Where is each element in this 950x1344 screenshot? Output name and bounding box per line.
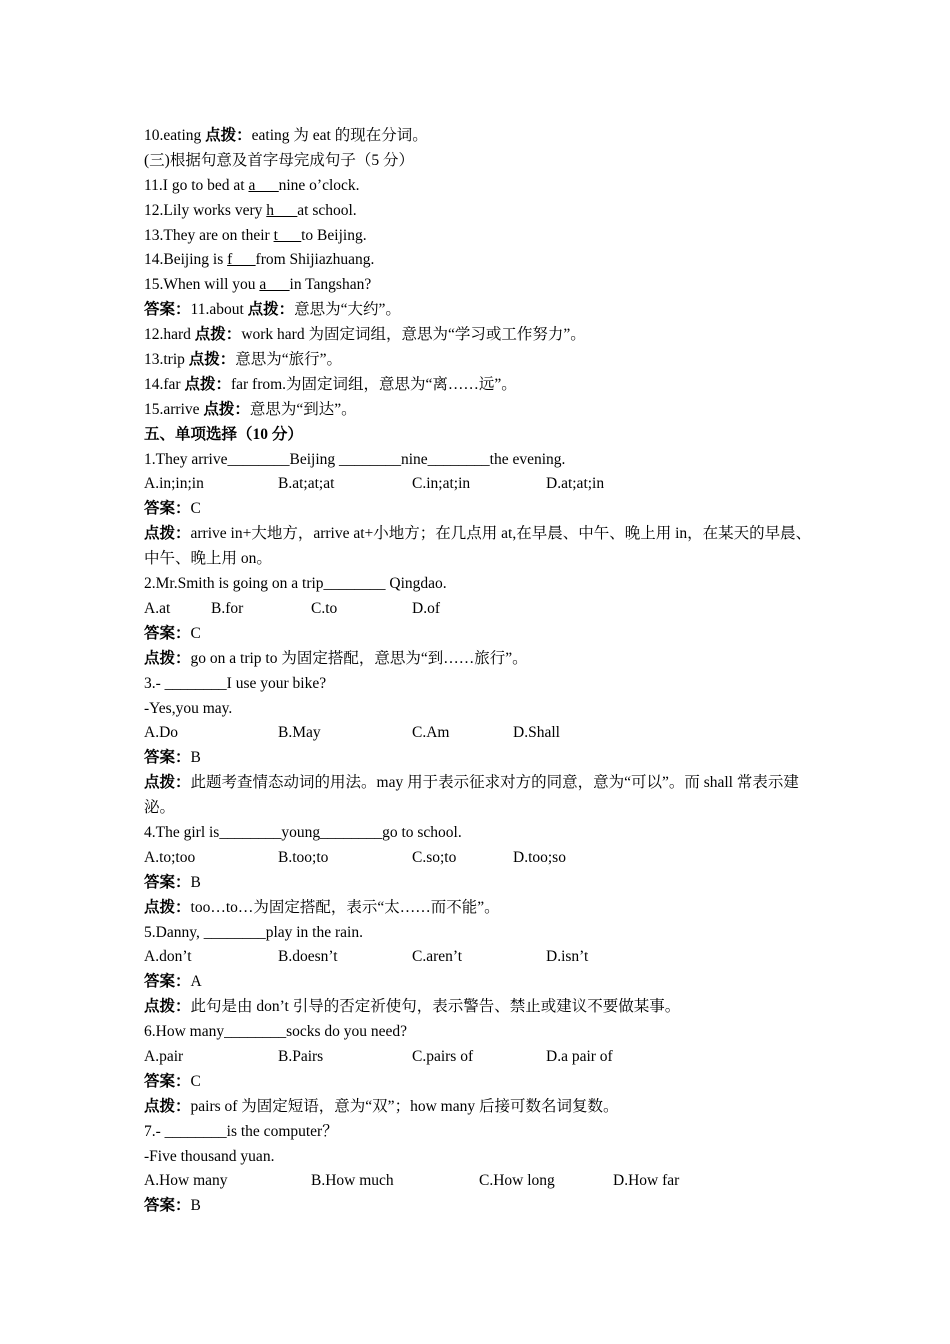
question-text: nine o’clock. — [278, 176, 360, 194]
tip-text: arrive in+大地方，arrive at+小地方；在几点用 at,在早晨、中午、晚上用 in，在某天的早晨、中午、晚上用 on。 — [144, 525, 812, 568]
option-a: A.at — [144, 599, 171, 617]
answer-text: 12.hard — [144, 326, 195, 344]
question-text: to Beijing. — [301, 226, 367, 244]
blank: a___ — [248, 176, 279, 194]
tip-label: 点拨： — [203, 400, 250, 418]
option-d: D.of — [412, 599, 440, 617]
document-page — [144, 124, 814, 1219]
question-3-options — [144, 721, 814, 746]
option-a: A.pair — [144, 1048, 184, 1066]
option-c: C.pairs of — [412, 1048, 474, 1066]
tip-label: 点拨： — [144, 898, 191, 916]
tip-text: pairs of 为固定短语，意为“双”；how many 后接可数名词复数。 — [190, 1097, 619, 1115]
tip-label: 点拨： — [188, 351, 236, 369]
tip-text: 此句是由 don’t 引导的否定祈使句，表示警告、禁止或建议不要做某事。 — [190, 998, 681, 1016]
option-c: C.How long — [479, 1172, 555, 1190]
tip-text: far from.为固定词组，意思为“离……远”。 — [230, 375, 517, 393]
question-7-stem: 7.- ________is the computer？ — [144, 1122, 338, 1140]
tip-text: go on a trip to 为固定搭配，意思为“到……旅行”。 — [190, 649, 528, 667]
question-2-answer — [144, 622, 814, 647]
answer-value: C — [190, 500, 201, 518]
option-a: A.Do — [144, 724, 179, 742]
question-text: 13.They are on their — [144, 226, 274, 244]
tip-text: eating 为 eat 的现在分词。 — [251, 127, 428, 144]
option-d: D.at;at;in — [546, 475, 605, 493]
answer-line-13 — [144, 348, 814, 373]
option-c: C.so;to — [412, 848, 457, 866]
option-b: B.Pairs — [278, 1048, 324, 1066]
blank: a___ — [259, 276, 290, 294]
section-heading-3: (三)根据句意及首字母完成句子（5 分） — [144, 151, 414, 169]
question-3-tip — [144, 771, 814, 821]
option-c: C.in;at;in — [412, 475, 471, 493]
answer-line-14 — [144, 373, 814, 398]
tip-label: 点拨： — [144, 998, 191, 1016]
option-a: A.in;in;in — [144, 475, 204, 493]
tip-text: 意思为“旅行”。 — [235, 351, 343, 369]
option-b: B.at;at;at — [278, 475, 335, 493]
option-c: C.aren’t — [412, 948, 463, 966]
tip-label: 点拨： — [144, 1097, 191, 1115]
question-3-answer — [144, 746, 814, 771]
tip-label: 点拨： — [205, 127, 252, 144]
question-7-reply: -Five thousand yuan. — [144, 1147, 275, 1165]
option-d: D.Shall — [513, 724, 560, 742]
tip-label: 点拨： — [144, 525, 191, 543]
option-b: B.May — [278, 724, 321, 742]
question-2-stem: 2.Mr.Smith is going on a trip________ Qingdao. — [144, 575, 447, 593]
question-6-tip — [144, 1095, 814, 1120]
question-text: 12.Lily works very — [144, 201, 267, 219]
answer-line-15 — [144, 398, 814, 423]
question-3-stem: 3.- ________I use your bike? — [144, 674, 327, 692]
answer-label: 答案： — [144, 624, 191, 642]
option-d: D.How far — [613, 1172, 680, 1190]
question-1-options — [144, 472, 814, 497]
answer-label: 答案： — [144, 301, 191, 319]
answer-label: 答案： — [144, 973, 191, 991]
question-1-answer — [144, 497, 814, 522]
answer-label: 答案： — [144, 500, 191, 518]
answer-text: 15.arrive — [144, 400, 204, 418]
answer-text: 13.trip — [144, 351, 189, 369]
question-text: 11.I go to bed at — [144, 176, 249, 194]
question-2-tip — [144, 647, 814, 672]
option-a: A.don’t — [144, 948, 192, 966]
tip-text: too…to…为固定搭配，表示“太……而不能”。 — [190, 898, 500, 916]
section-heading-text: 五、单项选择（10 分） — [144, 425, 303, 443]
question-4-tip — [144, 896, 814, 921]
answer-line-11 — [144, 298, 814, 323]
blank: f___ — [227, 251, 256, 269]
tip-label: 点拨： — [247, 301, 295, 319]
answer-value: C — [190, 624, 201, 642]
section-heading-5 — [144, 423, 814, 448]
answer-label: 答案： — [144, 1197, 191, 1215]
question-12 — [144, 199, 814, 224]
tip-text: 意思为“大约”。 — [294, 301, 401, 319]
answer-label: 答案： — [144, 873, 191, 891]
tip-label: 点拨： — [194, 326, 242, 344]
question-text: 15.When will you — [144, 276, 260, 294]
question-1-stem: 1.They arrive________Beijing ________nine________the evening. — [144, 450, 566, 468]
tip-text: 此题考查情态动词的用法。may 用于表示征求对方的同意，意为“可以”。而 shall 常表示建泌。 — [144, 774, 799, 817]
question-4-answer — [144, 871, 814, 896]
question-14 — [144, 248, 814, 273]
answer-value: A — [190, 973, 202, 991]
question-5-answer — [144, 970, 814, 995]
option-a: A.to;too — [144, 848, 196, 866]
question-text: from Shijiazhuang. — [255, 251, 375, 269]
question-6-stem: 6.How many________socks do you need? — [144, 1023, 408, 1041]
question-2-options — [144, 597, 814, 622]
option-b: B.doesn’t — [278, 948, 338, 966]
blank: t___ — [273, 226, 302, 244]
tip-text: work hard 为固定词组，意思为“学习或工作努力”。 — [241, 326, 586, 344]
tip-label: 点拨： — [144, 649, 191, 667]
answer-value: B — [190, 749, 201, 767]
question-text: in Tangshan? — [289, 276, 372, 294]
answer-value: B — [190, 873, 201, 891]
question-text: at school. — [297, 201, 357, 219]
question-6-answer — [144, 1070, 814, 1095]
tip-text: 意思为“到达”。 — [249, 400, 357, 418]
tip-label: 点拨： — [184, 375, 231, 393]
question-4-options — [144, 846, 814, 871]
answer-text: 10.eating — [144, 127, 206, 144]
answer-label: 答案： — [144, 1072, 191, 1090]
option-a: A.How many — [144, 1172, 228, 1190]
question-5-options — [144, 945, 814, 970]
option-d: D.isn’t — [546, 948, 589, 966]
option-c: C.Am — [412, 724, 450, 742]
option-c: C.to — [311, 599, 338, 617]
tip-label: 点拨： — [144, 774, 191, 792]
answer-line-12 — [144, 323, 814, 348]
answer-value: B — [190, 1197, 201, 1215]
blank: h___ — [266, 201, 298, 219]
question-4-stem: 4.The girl is________young________go to school. — [144, 824, 462, 841]
question-1-tip — [144, 522, 814, 572]
question-3-reply: -Yes,you may. — [144, 699, 233, 717]
answer-value: C — [190, 1072, 201, 1090]
answer-line-10 — [144, 124, 814, 149]
option-b: B.for — [211, 599, 244, 617]
question-text: 14.Beijing is — [144, 251, 228, 269]
answer-text: 14.far — [144, 375, 185, 393]
question-7-options — [144, 1169, 814, 1194]
question-15 — [144, 273, 814, 298]
question-7-answer — [144, 1194, 814, 1219]
question-13 — [144, 224, 814, 249]
option-d: D.a pair of — [546, 1048, 613, 1066]
answer-text: 11.about — [190, 301, 248, 319]
question-6-options — [144, 1045, 814, 1070]
option-d: D.too;so — [513, 848, 566, 866]
option-b: B.How much — [311, 1172, 394, 1190]
question-5-stem: 5.Danny, ________play in the rain. — [144, 923, 363, 941]
question-11 — [144, 174, 814, 199]
question-5-tip — [144, 995, 814, 1020]
answer-label: 答案： — [144, 749, 191, 767]
option-b: B.too;to — [278, 848, 329, 866]
